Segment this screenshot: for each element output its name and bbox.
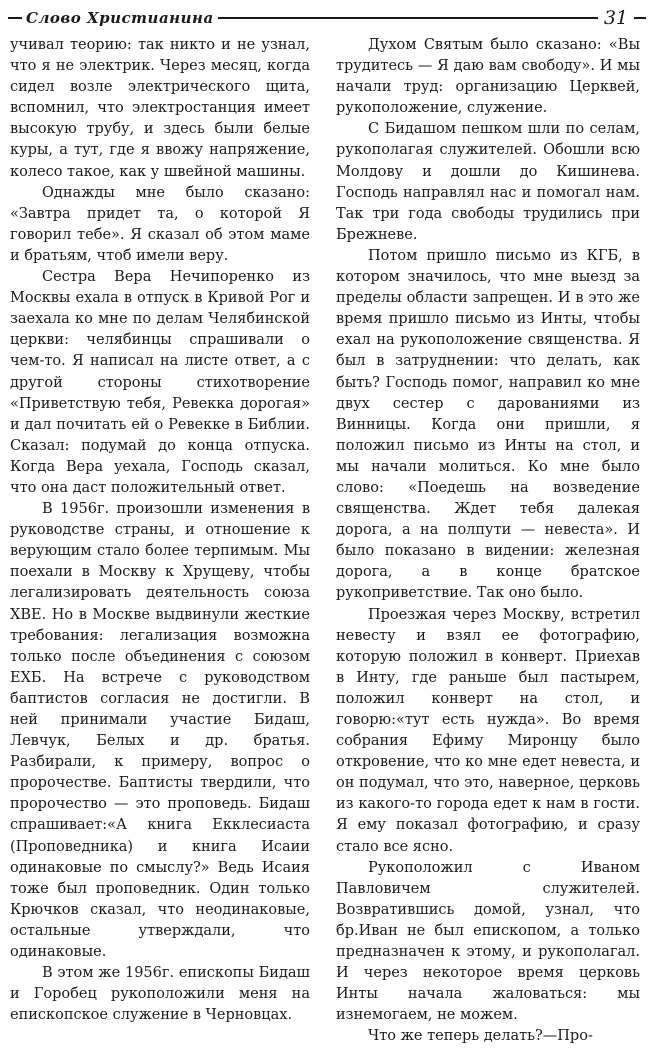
paragraph: Что же теперь делать?—Про- — [368, 1028, 593, 1045]
paragraph: Потом пришло письмо из КГБ, в котором значилось, что мне выезд за пределы области запрещен. И в это же время пришло письмо из Инты, чтобы ехал на рукоположение священства. Я был в затруднении: что делать, как быть? Господь помог, направил ко мне двух сестер с дарованиями из Винницы. Когда они пришли, я положил письмо из Инты на стол, и мы начали молиться. Ко мне было слово: «Поедешь на возведение священства. Ждет тебя далекая дорога, а на полпути — невеста». И было показано в видении: железная дорога, а в конце братское рукоприветствие. Так оно было. — [336, 247, 640, 602]
paragraph: Однажды мне было сказано: «Завтра придет та, о которой Я говорил тебе». Я сказал об этом маме и братьям, чтоб имели веру. — [10, 184, 310, 264]
header-rule-right — [634, 17, 646, 19]
running-title: Слово Христианина — [26, 9, 214, 27]
page-number: 31 — [603, 7, 628, 29]
header-rule-left — [8, 17, 22, 19]
paragraph: Духом Святым было сказано: «Вы трудитесь — Я даю вам свободу». И мы начали труд: организацию Церквей, рукоположение, служение. — [336, 37, 640, 117]
paragraph: учивал теорию: так никто и не узнал, что я не электрик. Через месяц, когда сидел возле электрического щита, вспомнил, что электростанция имеет высокую трубу, и здесь были белые куры, а тут, где я ввожу напряжение, колесо такое, как у швейной машины. — [10, 37, 310, 180]
paragraph: Рукоположил с Иваном Павловичем служителей. Возвратившись домой, узнал, что бр.Иван не был епископом, а только предназначен к этому, и рукополагал. И через некоторое время церковь Инты начала жаловаться: мы изнемогаем, не можем. — [336, 859, 640, 1024]
header-rule-middle — [218, 17, 598, 19]
paragraph: Сестра Вера Нечипоренко из Москвы ехала в отпуск в Кривой Рог и заехала ко мне по делам Челябинской церкви: челябинцы спрашивали о чем-то. Я написал на листе ответ, а с другой стороны стихотворение «Приветствую тебя, Ревекка дорогая» и дал почитать ей о Ревекке в Библии. Сказал: подумай до конца отпуска. Когда Вера уехала, Господь сказал, что она даст положительный ответ. — [10, 269, 310, 496]
running-header — [8, 4, 646, 32]
paragraph: В 1956г. произошли изменения в руководстве страны, и отношение к верующим стало более терпимым. Мы поехали в Москву к Хрущеву, чтобы легализировать деятельность союза ХВЕ. Но в Москве выдвинули жесткие требования: легализация возможна только после объединения с союзом ЕХБ. На встрече с руководством баптистов согласия не достигли. В ней принимали участие Бидаш, Левчук, Белых и др. братья. Разбирали, к примеру, вопрос о пророчестве. Баптисты твердили, что пророчество — это проповедь. Бидаш спрашивает:«А книга Екклесиаста (Проповедника) и книга Исаии одинаковые по смыслу?» Ведь Исаия тоже был проповедник. Один только Крючков сказал, что неодинаковые, остальные утверждали, что одинаковые. — [10, 501, 310, 961]
paragraph: Проезжая через Москву, встретил невесту и взял ее фотографию, которую положил в конверт. Приехав в Инту, где раньше был пастырем, положил конверт на стол, и говорю:«тут есть нужда». Во время собрания Ефиму Миронцу было откровение, что ко мне едет невеста, и он подумал, что это, наверное, церковь из какого-то города едет к нам в гости. Я ему показал фотографию, и сразу стало все ясно. — [336, 606, 640, 855]
left-column — [10, 35, 310, 1025]
paragraph: С Бидашом пешком шли по селам, рукополагая служителей. Обошли всю Молдову и дошли до Кишинева. Господь направлял нас и помогал нам. Так три года свободы трудились при Брежневе. — [336, 121, 640, 243]
right-column — [336, 35, 640, 1045]
paragraph: В этом же 1956г. епископы Бидаш и Горобец рукоположили меня на епископское служение в Черновцах. — [10, 965, 310, 1024]
